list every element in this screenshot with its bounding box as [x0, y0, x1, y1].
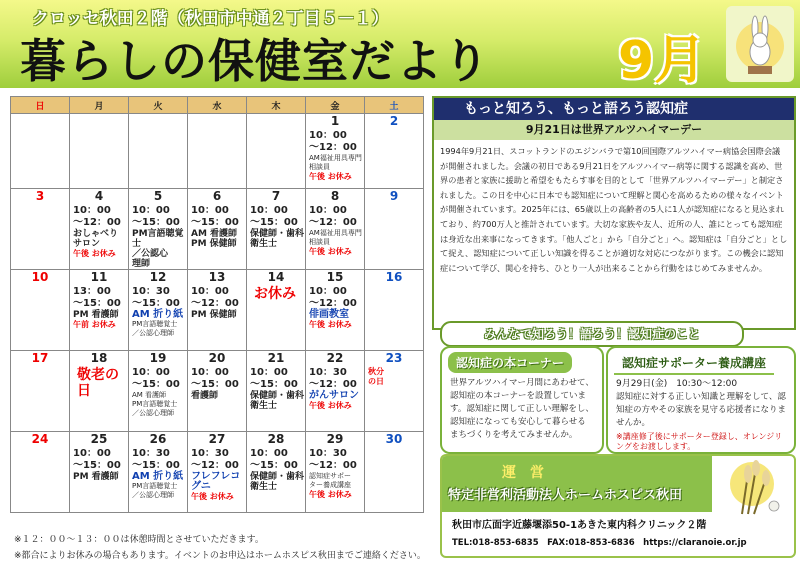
weekday-sat: 土: [365, 97, 424, 114]
event-line: ～12：00: [73, 217, 121, 228]
calendar-day-cell: [247, 270, 306, 351]
day-number: 17: [31, 351, 49, 365]
campaign-banner: みんなで知ろう！語ろう！認知症のこと: [440, 321, 744, 347]
event-line: 保健師・歯科: [250, 391, 305, 401]
event-line: AM 看護師: [191, 229, 238, 239]
operator-contact: TEL:018-853-6835 FAX:018-853-6836 https://claranoie.or.jp: [452, 538, 747, 548]
event-line: の日: [368, 377, 384, 386]
event-line: 10：00: [73, 448, 111, 459]
day-number: 9: [389, 189, 399, 203]
calendar-day-cell: [188, 270, 247, 351]
day-number: 20: [208, 351, 226, 365]
weekday-sun: 日: [11, 97, 70, 114]
event-line: ～12：00: [309, 142, 357, 153]
event-line: おしゃべり: [73, 229, 119, 239]
header-banner: [0, 0, 800, 91]
event-line: 10：30: [132, 448, 170, 459]
event-line: ～15：00: [132, 379, 180, 390]
event-line: 10：00: [132, 205, 170, 216]
event-line: AM 看護師: [132, 391, 167, 399]
event-line: グニ: [191, 481, 211, 492]
event-line: ～12：00: [309, 460, 357, 471]
month-label: 9月: [618, 31, 707, 91]
event-line: 理師: [132, 259, 151, 269]
calendar-day-cell: [188, 351, 247, 432]
event-line: ～12：00: [191, 298, 239, 309]
article-heading: もっと知ろう、もっと語ろう認知症: [434, 98, 794, 120]
day-number: 10: [31, 270, 49, 284]
event-line: 10：30: [132, 286, 170, 297]
event-line: 衛生士: [250, 482, 278, 492]
dementia-article: [432, 96, 796, 330]
event-line: ～15：00: [250, 379, 298, 390]
event-line: PM 看護師: [73, 472, 119, 482]
event-line: 午後 お休み: [309, 247, 352, 256]
day-number: 26: [149, 432, 167, 446]
day-events: [129, 286, 187, 338]
event-line: 10：00: [309, 130, 347, 141]
day-events: [188, 367, 246, 401]
event-line: ター養成講座: [309, 481, 351, 489]
day-events: [129, 448, 187, 500]
day-number: 7: [271, 189, 281, 203]
event-line: ～15：00: [132, 217, 180, 228]
weekday-header-row: [11, 97, 424, 114]
location-subtitle: クロッセ秋田２階（秋田市中通２丁目５－１）: [32, 9, 389, 29]
day-number: 2: [389, 114, 399, 128]
calendar-day-cell: [188, 189, 247, 270]
calendar-day-cell: [365, 432, 424, 513]
calendar-day-cell: [306, 351, 365, 432]
calendar-day-cell: [247, 351, 306, 432]
calendar-day-cell: [306, 270, 365, 351]
event-line: PM言語聴覚士: [132, 320, 178, 328]
closure-note: ※都合によりお休みの場合もあります。イベントのお申込はホームホスピス秋田までご連絡ください。: [14, 551, 426, 561]
event-line: PM言語聴覚士: [132, 482, 178, 490]
calendar-day-cell: [247, 189, 306, 270]
day-number: 24: [31, 432, 49, 446]
day-events: [306, 205, 364, 257]
event-line: ～15：00: [191, 379, 239, 390]
calendar-week-row: [11, 114, 424, 189]
september-calendar: [10, 96, 424, 513]
event-line: AM 折り紙: [132, 471, 184, 482]
calendar-day-cell: [247, 114, 306, 189]
day-number: [70, 114, 128, 130]
event-line: 保健師・歯科: [250, 229, 305, 239]
calendar-day-cell: [306, 189, 365, 270]
book-corner-box: [440, 346, 604, 454]
event-line: ～12：00: [309, 217, 357, 228]
event-line: ～12：00: [309, 379, 357, 390]
calendar-day-cell: [129, 270, 188, 351]
calendar-day-cell: [188, 432, 247, 513]
event-line: 10：00: [73, 205, 111, 216]
event-line: ／公認心理師: [132, 409, 174, 417]
calendar-day-cell: [129, 432, 188, 513]
day-events: [188, 448, 246, 502]
calendar-day-cell: [365, 351, 424, 432]
weekday-wed: 水: [188, 97, 247, 114]
day-number: 28: [267, 432, 285, 446]
supporter-course-body: 認知症に対する正しい知識と理解をして、認知症の方やその家族を見守る応援者になりませんか。: [616, 392, 787, 428]
operator-address: 秋田市広面字近藤堰添50-1あきた東内科クリニック２階: [452, 520, 707, 531]
event-line: 俳画教室: [309, 309, 349, 320]
supporter-course-note: ※講座修了後にサポーター登録し、オレンジリングをお渡しします。: [616, 432, 783, 451]
supporter-course-box: [606, 346, 796, 454]
calendar-day-cell: [247, 432, 306, 513]
event-line: ～15：00: [132, 460, 180, 471]
event-line: PM言語聴覚士: [132, 400, 178, 408]
supporter-course-datetime: 9月29日(金) 10:30～12:00: [616, 379, 738, 389]
event-line: 10：00: [250, 205, 288, 216]
day-number: 6: [212, 189, 222, 203]
day-number: 25: [90, 432, 108, 446]
event-line: ～15：00: [250, 460, 298, 471]
day-number: 23: [385, 351, 403, 365]
day-number: 21: [267, 351, 285, 365]
event-line: 日: [77, 383, 91, 399]
day-events: [129, 205, 187, 269]
event-line: 敬老の: [77, 367, 119, 383]
event-line: フレフレコ: [191, 471, 241, 482]
calendar-day-cell: [70, 270, 129, 351]
event-line: 10：00: [132, 367, 170, 378]
newsletter-title: 暮らしの保健室だより: [20, 34, 490, 88]
calendar-day-cell: [70, 432, 129, 513]
day-events: [247, 205, 305, 249]
calendar-day-cell: [11, 351, 70, 432]
article-subheading: 9月21日は世界アルツハイマーデー: [434, 120, 794, 140]
calendar-day-cell: [70, 351, 129, 432]
book-corner-body: 世界アルツハイマー月間にあわせて、認知症の本コーナーを設置しています。認知症に関して正しい理解をし、認知症になっても安心して暮らせるまちづくりを考えてみませんか。: [450, 378, 594, 440]
event-line: 10：00: [191, 286, 229, 297]
weekday-thu: 木: [247, 97, 306, 114]
calendar-day-cell: [11, 432, 70, 513]
event-line: AM福祉用具専門: [309, 229, 362, 237]
operator-band: [442, 456, 712, 512]
event-line: 10：30: [309, 367, 347, 378]
calendar-day-cell: [365, 270, 424, 351]
calendar-week-row: [11, 270, 424, 351]
day-events: [365, 367, 423, 387]
day-events: [70, 367, 128, 399]
event-line: 午後 お休み: [309, 320, 352, 329]
event-line: 相談員: [309, 163, 330, 171]
day-number: [11, 114, 69, 130]
event-line: 10：30: [191, 448, 229, 459]
event-line: ～15：00: [73, 460, 121, 471]
day-number: [247, 114, 305, 130]
day-events: [70, 205, 128, 259]
event-line: 午後 お休み: [73, 249, 116, 258]
day-number: 18: [90, 351, 108, 365]
day-events: [70, 448, 128, 482]
event-line: 午後 お休み: [309, 401, 352, 410]
day-number: 16: [385, 270, 403, 284]
weekday-tue: 火: [129, 97, 188, 114]
day-number: 15: [326, 270, 344, 284]
event-line: ／公認心理師: [132, 329, 174, 337]
calendar-day-cell: [365, 114, 424, 189]
event-line: お休み: [254, 286, 296, 302]
day-number: [188, 114, 246, 130]
event-line: 認知症サポー: [309, 472, 351, 480]
calendar-day-cell: [365, 189, 424, 270]
day-number: 27: [208, 432, 226, 446]
calendar-day-cell: [70, 114, 129, 189]
weekday-mon: 月: [70, 97, 129, 114]
calendar-day-cell: [188, 114, 247, 189]
day-events: [306, 448, 364, 500]
operator-label: 運営: [502, 465, 558, 481]
event-line: PM 保健師: [191, 310, 237, 320]
day-number: [129, 114, 187, 130]
event-line: サロン: [73, 239, 101, 249]
calendar-day-cell: [11, 189, 70, 270]
day-number: 5: [153, 189, 163, 203]
event-line: PM 看護師: [73, 310, 119, 320]
calendar-day-cell: [306, 114, 365, 189]
day-events: [306, 286, 364, 330]
event-line: ／公認心理師: [132, 491, 174, 499]
calendar-day-cell: [70, 189, 129, 270]
event-line: PM言語聴覚士: [132, 229, 184, 249]
pampas-grass-illustration: [722, 460, 788, 516]
event-line: 午後 お休み: [309, 172, 352, 181]
book-corner-title: 認知症の本コーナー: [448, 352, 572, 373]
day-events: [306, 367, 364, 411]
day-events: [70, 286, 128, 330]
event-line: 午後 お休み: [309, 490, 352, 499]
event-line: AM福祉用具専門: [309, 154, 362, 162]
event-line: ／公認心: [132, 249, 169, 259]
calendar-day-cell: [306, 432, 365, 513]
day-number: 11: [90, 270, 108, 284]
day-number: 14: [267, 270, 285, 284]
event-line: ～15：00: [191, 217, 239, 228]
supporter-course-title: 認知症サポーター養成講座: [614, 352, 774, 375]
event-line: がんサロン: [309, 390, 359, 401]
event-line: 秋分: [368, 367, 384, 376]
day-events: [247, 448, 305, 492]
day-number: 19: [149, 351, 167, 365]
event-line: PM 保健師: [191, 239, 237, 249]
article-body: 1994年9月21日、スコットランドのエジンバラで第10回国際アルツハイマー病協会国際会議が開催されました。会議の初日である9月21日をアルツハイマー病等に関する認識を高め、世界の患者と家族に援助と希望をもたらす事を目的として「世界アルツハイマーデー」と制定されました。この日を中心に日本でも認知症について理解と関心を高めるための様々なイベントが開催されています。2025年には、65歳以上の高齢者の5人に1人が認知症になると見込まれており、約700万人と推計されています。大切な家族や友人、近所の人、誰にとっても認知症は身近な出来事になってきます。「他人ごと」から「自分ごと」へ。認知症は「自分ごと」として捉え、認知症について正しい知識を得ることが適切な対応につながります。この機会に認知症について学び、関心を持ち、ひとり一人が出来ることから行動をはじめてみませんか。: [440, 146, 788, 273]
day-number: 22: [326, 351, 344, 365]
day-number: 30: [385, 432, 403, 446]
calendar-week-row: [11, 189, 424, 270]
day-events: [188, 286, 246, 320]
event-line: ～12：00: [309, 298, 357, 309]
event-line: ～12：00: [191, 460, 239, 471]
calendar-week-row: [11, 432, 424, 513]
calendar-day-cell: [129, 351, 188, 432]
calendar-day-cell: [129, 189, 188, 270]
calendar-day-cell: [11, 114, 70, 189]
event-line: ～15：00: [73, 298, 121, 309]
event-line: AM 折り紙: [132, 309, 184, 320]
day-number: 3: [35, 189, 45, 203]
day-events: [247, 286, 305, 302]
event-line: ～15：00: [132, 298, 180, 309]
day-events: [306, 130, 364, 182]
calendar-day-cell: [129, 114, 188, 189]
event-line: 午前 お休み: [73, 320, 116, 329]
weekday-fri: 金: [306, 97, 365, 114]
day-events: [188, 205, 246, 249]
day-number: 29: [326, 432, 344, 446]
calendar-week-row: [11, 351, 424, 432]
event-line: 13：00: [73, 286, 111, 297]
event-line: 看護師: [191, 391, 219, 401]
event-line: 衛生士: [250, 239, 278, 249]
event-line: 10：00: [250, 448, 288, 459]
event-line: 衛生士: [250, 401, 278, 411]
operator-org-name: 特定非営利活動法人ホームホスピス秋田: [448, 488, 683, 503]
event-line: ～15：00: [250, 217, 298, 228]
event-line: 10：00: [250, 367, 288, 378]
calendar-day-cell: [11, 270, 70, 351]
break-time-note: ※１２：００～１３：００は休憩時間とさせていただきます。: [14, 535, 264, 545]
operator-info: [440, 454, 796, 558]
event-line: 10：00: [309, 205, 347, 216]
event-line: 保健師・歯科: [250, 472, 305, 482]
event-line: 相談員: [309, 238, 330, 246]
day-number: 13: [208, 270, 226, 284]
event-line: 10：30: [309, 448, 347, 459]
day-events: [129, 367, 187, 418]
day-number: 4: [94, 189, 104, 203]
day-events: [247, 367, 305, 411]
day-number: 12: [149, 270, 167, 284]
event-line: 午後 お休み: [191, 492, 234, 501]
event-line: 10：00: [191, 205, 229, 216]
moon-rabbit-illustration: [726, 6, 794, 82]
event-line: 10：00: [191, 367, 229, 378]
day-number: 1: [330, 114, 340, 128]
day-number: 8: [330, 189, 340, 203]
event-line: 10：00: [309, 286, 347, 297]
